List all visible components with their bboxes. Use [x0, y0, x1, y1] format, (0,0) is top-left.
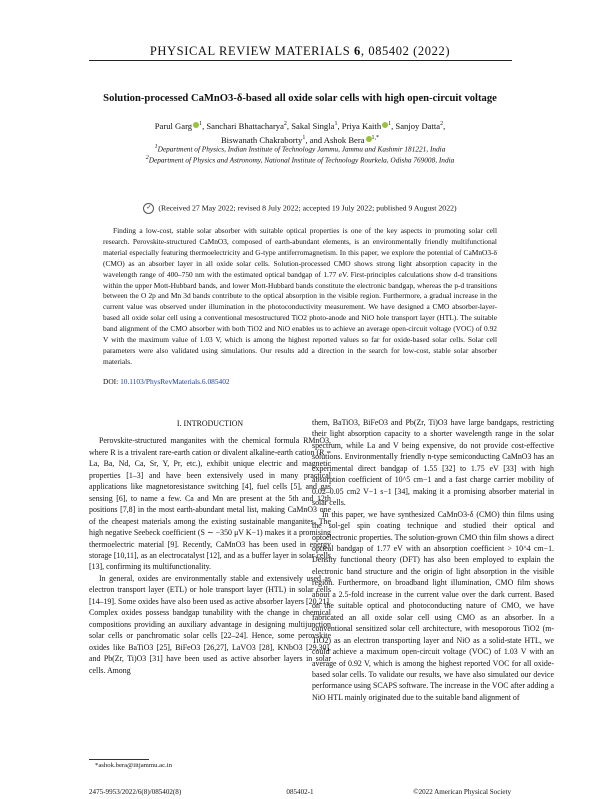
- section-heading: I. INTRODUCTION: [176, 419, 244, 428]
- paragraph: In general, oxides are environmentally stable and extensively used as electron transport layer (ETL) or hole transport layer (HTL) in solar cells [14–19]. Some oxides have also been used as active absorber layers [20,21]. Complex oxides possess bandgap tunability with the change in chemical compositions providing an auxiliary advantage in designing multijunction solar cells or panchromatic solar cells [22–24]. Hence, some perovskite oxides like BaTiO3 [25], BiFeO3 [26,27], LaVO3 [28], KNbO3 [29,30], and Pb(Zr, Ti)O3 [31] have been used as active absorber layers in solar cells. Among: [89, 573, 331, 675]
- right-column: [312, 417, 554, 703]
- paragraph: Perovskite-structured manganites with the chemical formula RMnO3, where R is a trivalent rare-earth cation or divalent alkaline-earth cation (R = La, Ba, Nd, Ca, Sr, Y, Pr, etc.), exhibit unique electric and magnetic properties [1–3] and have been extensively used in many practical applications like magnetoresistance switching [4], fuel cells [5], and gas sensing [6], to name a few. Ca and Mn are present at the 5th and 12th positions [7,8] in the most earth-abundant metal list, making CaMnO3 one of the cheapest materials among the existing sustainable manganites. The high negative Seebeck coefficient (S ∼ −350 μV K−1) makes it a promising thermoelectric material [9]. Recently, CaMnO3 has been used in energy storage [10,11], as an electrocatalyst [12], and as a buffer layer in solar cells [13], confirming its multifunctionality.: [89, 436, 331, 572]
- author[interactable]: Sanchari Bhattacharya$^2$: [206, 120, 287, 131]
- paragraph: them, BaTiO3, BiFeO3 and Pb(Zr, Ti)O3 have large bandgaps, restricting their light absorption capacity to a shorter wavelength range in the solar spectrum, while La and V being expensive, do not provide cost-effective solutions. Environmentally friendly n-type semiconducting CaMnO3 has an experimental direct bandgap of 1.55 [32] to 1.75 eV [33] with high absorption coefficient of 10^5 cm−1 and a fast charge carrier mobility of 0.02–0.05 cm2 V−1 s−1 [34], making it a promising absorber material in solar cells.: [312, 418, 554, 508]
- doi-link[interactable]: 10.1103/PhysRevMaterials.6.085402: [120, 377, 230, 386]
- journal-header: PHYSICAL REVIEW MATERIALS 6, 085402 (2022): [149, 44, 451, 58]
- footnote-rule: [89, 759, 149, 760]
- paper-title: Solution-processed CaMnO3-δ-based all oxide solar cells with high open-circuit voltage: [103, 93, 497, 104]
- author-list: Parul Garg $^1$, Sanchari Bhattacharya$^2$, Sakal Singla$^1$, Priya Kaith $^1$, Sanjoy Datta$^2$, Biswanath Chakraborty$^1$, and Ashok Bera $^{1,*}$: [154, 120, 446, 145]
- check-for-updates-icon[interactable]: ✓: [143, 203, 154, 214]
- footer-copyright: ©2022 American Physical Society: [413, 788, 511, 796]
- author[interactable]: Sakal Singla$^1$: [291, 120, 338, 131]
- author[interactable]: Parul Garg $^1$: [154, 120, 203, 131]
- received-dates: ✓ (Received 27 May 2022; revised 8 July 2022; accepted 19 July 2022; published 9 August 2022): [100, 203, 500, 214]
- footnote: *ashok.bera@iitjammu.ac.in: [95, 762, 172, 769]
- article-number: 085402 (2022): [368, 44, 451, 58]
- abstract: Finding a low-cost, stable solar absorber with suitable optical properties is one of the key aspects in promoting solar cell research. Perovskite-structured CaMnO3, composed of earth-abundant elements, is an environmentally friendly multifunctional material especially featuring thermoelectricity and G-type antiferromagnetism. In this paper, we explore the potential of CaMnO3-δ (CMO) as an absorber layer in all oxide solar cells. Solution-processed CMO shows strong light absorption capacity in the wavelength range of 400–750 nm with the estimated optical bandgap of 1.77 eV. First-principles calculations show d-d transitions within the upper Mott-Hubbard bands, and lower Mott-Hubbard bands constitute the electronic bandgap, whereas the p-d transitions between the O 2p and Mn 3d bands contribute to the optical absorption in the visible region. Furthermore, a gradual increase in the current value was observed under illumination in the photoconductivity measurement. We have designed a CMO absorber-layer-based all oxide solar cell using a conventional mesostructured TiO2 photo-anode and NiO hole transport layer (HTL). The suitable band alignment of the CMO absorber with both TiO2 and NiO enables us to achieve an average open-circuit voltage (VOC) of 0.92 V with the maximum value of 1.03 V, which is among the highest reported values so far for oxide-based solar cells. Solar cell parameters were also validated using simulations. Our results add a direction in the search for low-cost, stable solar absorber materials.: [103, 226, 497, 366]
- footer-page: 085402-1: [286, 788, 314, 796]
- journal-volume: 6: [354, 44, 361, 58]
- left-column: [89, 418, 331, 676]
- doi: DOI: 10.1103/PhysRevMaterials.6.085402: [103, 377, 230, 386]
- journal-name: PHYSICAL REVIEW MATERIALS: [149, 44, 351, 58]
- author[interactable]: Sanjoy Datta$^2$: [395, 120, 444, 131]
- author[interactable]: Biswanath Chakraborty$^1$: [220, 134, 306, 145]
- affiliation: $^2$Department of Physics and Astronomy, National Institute of Technology Rourkela, Odisha 769008, India: [145, 155, 455, 165]
- affiliation: $^1$Department of Physics, Indian Institute of Technology Jammu, Jammu and Kashmir 181221, India: [154, 144, 446, 154]
- author[interactable]: Priya Kaith $^1$: [341, 120, 392, 131]
- paragraph: In this paper, we have synthesized CaMnO3-δ (CMO) thin films using the sol-gel spin coating technique and studied their optical and optoelectronic properties. The solution-grown CMO thin film shows a direct optical bandgap of 1.77 eV with an absorption coefficient > 10^4 cm−1. Density functional theory (DFT) has also been employed to explain the electronic band structure and the origin of light absorption in the visible region. Furthermore, on broadband light illumination, CMO film shows about a 2.5-fold increase in the current value over the dark current. Based on the suitable optical and photoconducting nature of CMO, we have fabricated an all oxide solar cell using CMO as an absorber. In a conventional sensitized solar cell architecture, with mesoporous TiO2 (m-TiO2) as an electron transporting layer and NiO as a solid-state HTL, we could achieve a maximum open-circuit voltage (VOC) of 1.03 V with an average of 0.92 V, which is among the highest reported VOC for all oxide-based solar cells. To validate our results, we have also simulated our device performance using SCAPS software. The increase in the VOC after adding a NiO HTL mainly originated due to the suitable band alignment of: [312, 509, 554, 702]
- author[interactable]: Ashok Bera $^{1,*}$: [323, 134, 380, 145]
- header-rule: [89, 60, 512, 61]
- footer-issn: 2475-9953/2022/6(8)/085402(8): [89, 788, 182, 796]
